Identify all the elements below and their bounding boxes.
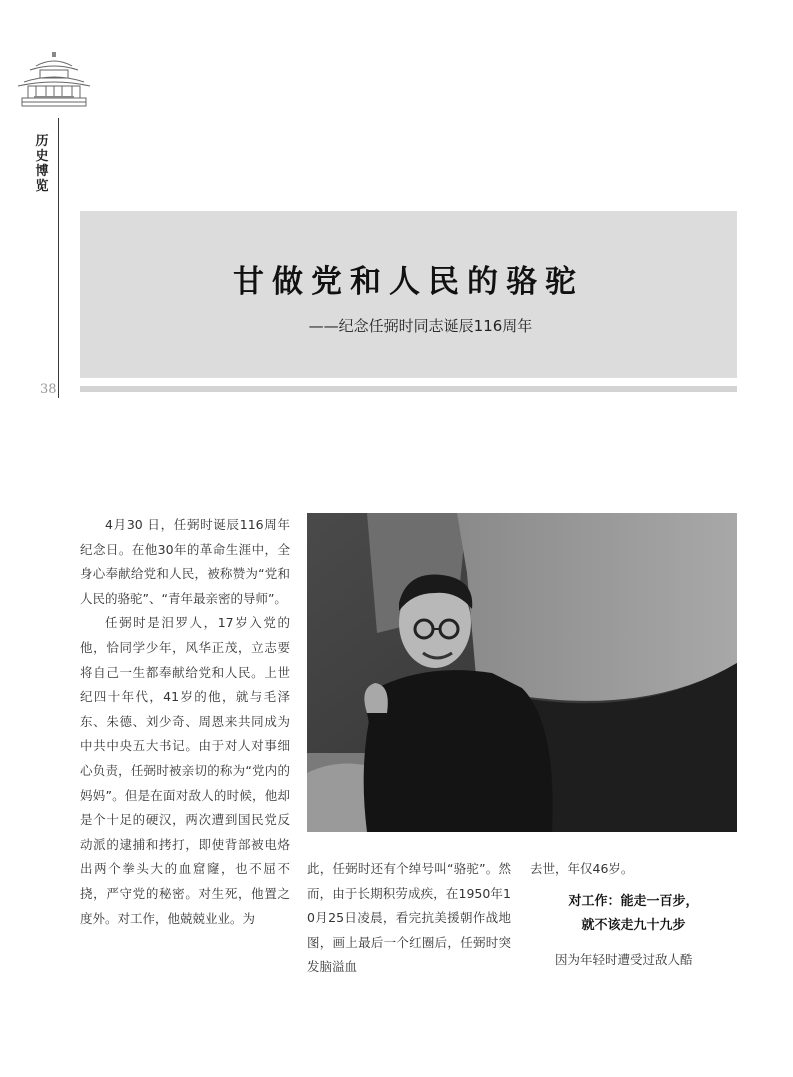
pavilion-logo-icon: [14, 52, 94, 114]
text-column-3: [530, 857, 737, 972]
paragraph: 因为年轻时遭受过敌人酷: [555, 951, 693, 967]
article-title: 甘做党和人民的骆驼: [233, 264, 584, 300]
paragraph: 4月30 日，任弼时诞辰116周年纪念日。在他30年的革命生涯中，全身心奉献给党和人民，被称赞为“党和人民的骆驼”、“青年最亲密的导师”。: [80, 517, 290, 606]
header-divider-line: [58, 118, 59, 398]
section-heading: [530, 890, 737, 938]
paragraph: 任弼时是汨罗人，17岁入党的他，恰同学少年，风华正茂，立志要将自己一生都奉献给党和人民。上世纪四十年代，41岁的他，就与毛泽东、朱德、刘少奇、周恩来共同成为中共中央五大书记。由于对人对事细心负责，任弼时被亲切的称为“党内的妈妈”。但是在面对敌人的时候，他却是个十足的硬汉，两次遭到国民党反动派的逮捕和拷打，即使背部被电烙出两个拳头大的血窟窿，也不屈不挠，严守党的秘密。对生死，他置之度外。对工作，他兢兢业业。为: [80, 615, 290, 926]
paragraph: 此，任弼时还有个绰号叫“骆驼”。然而，由于长期积劳成疾，在1950年10月25日凌晨，看完抗美援朝作战地图，画上最后一个红圈后，任弼时突发脑溢血: [307, 861, 511, 975]
paragraph: 去世，年仅46岁。: [530, 861, 634, 876]
section-label: 历史博览: [35, 134, 49, 194]
text-column-2: [307, 857, 511, 980]
text-column-1: [80, 513, 290, 931]
title-rule: [80, 386, 737, 392]
section-heading-line: 就不该走九十九步: [581, 917, 686, 933]
section-heading-line: 对工作：能走一百步，: [568, 893, 699, 909]
historical-photo: [307, 513, 737, 832]
page-number: 38: [40, 382, 57, 397]
title-banner: [80, 211, 737, 378]
article-subtitle: ——纪念任弼时同志诞辰116周年: [308, 317, 533, 335]
